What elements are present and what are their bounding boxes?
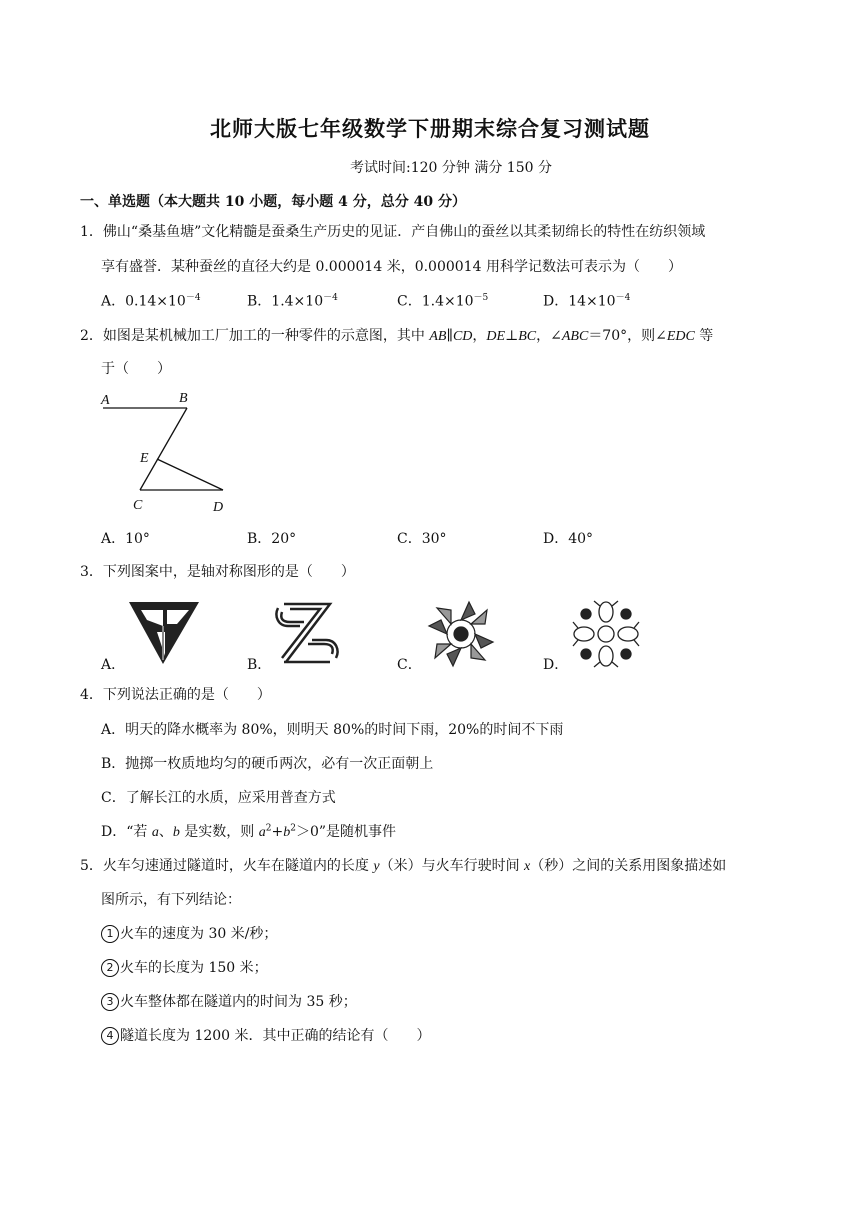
- triangle-logo-figure: [127, 600, 203, 666]
- q5-line2: 图所示，有下列结论：: [101, 892, 241, 908]
- label-d: D: [213, 500, 224, 515]
- q2-option-a[interactable]: A．10°: [101, 531, 150, 547]
- q1-option-a[interactable]: A．$0.14\times 10^{-4}$: [101, 293, 201, 310]
- label-a: A: [101, 393, 110, 408]
- section-heading: 一、单选题（本大题共 10 小题，每小题 4 分，总分 40 分）: [80, 194, 466, 210]
- q3-text: 3．下列图案中，是轴对称图形的是（ ）: [80, 564, 355, 580]
- q4-option-d[interactable]: D．“若 a、b 是实数，则 $a^2+b^2>0$”是随机事件: [101, 823, 397, 840]
- q3-option-d[interactable]: D．: [543, 657, 569, 673]
- q3-option-c[interactable]: C．: [397, 657, 422, 673]
- q5-item-3: 3 火车整体都在隧道内的时间为 35 秒；: [101, 991, 357, 1011]
- q2-line2: 于（ ）: [101, 361, 171, 377]
- q1-line1: 1．佛山“桑基鱼塘”文化精髓是蚕桑生产历史的见证．产自佛山的蚕丝以其柔韧绵长的特性在纺织领域: [80, 224, 706, 240]
- s-stripes-figure: [272, 600, 342, 666]
- flower-figure: [570, 598, 642, 670]
- q4-option-b[interactable]: B．抛掷一枚质地均匀的硬币两次，必有一次正面朝上: [101, 756, 434, 772]
- q5-item-2: 2 火车的长度为 150 米；: [101, 957, 268, 977]
- q2-option-b[interactable]: B．20°: [247, 531, 297, 547]
- q2-option-d[interactable]: D．40°: [543, 531, 594, 547]
- segment-bc: [140, 408, 187, 490]
- q1-option-b[interactable]: B．$1.4\times 10^{-4}$: [247, 293, 338, 310]
- q5-item-4: 4 隧道长度为 1200 米．其中正确的结论有（ ）: [101, 1025, 431, 1045]
- q4-option-c[interactable]: C．了解长江的水质，应采用普查方式: [101, 790, 336, 806]
- label-b: B: [179, 391, 188, 406]
- q4-option-a[interactable]: A．明天的降水概率为 80%，则明天 80%的时间下雨，20%的时间不下雨: [101, 722, 564, 738]
- q3-option-b[interactable]: B．: [247, 657, 272, 673]
- q5-item-1: 1 火车的速度为 30 米/秒；: [101, 923, 277, 943]
- label-e: E: [140, 451, 149, 466]
- q1-option-d[interactable]: D．$14\times 10^{-4}$: [543, 293, 631, 310]
- q1-option-c[interactable]: C．$1.4\times 10^{-5}$: [397, 293, 489, 310]
- segment-ed: [157, 459, 223, 490]
- pinwheel-figure: [425, 598, 497, 670]
- page-title: 北师大版七年级数学下册期末综合复习测试题: [210, 116, 650, 141]
- q4-text: 4．下列说法正确的是（ ）: [80, 687, 271, 703]
- q2-line1: 2．如图是某机械加工厂加工的一种零件的示意图，其中 AB∥CD，DE⊥BC，∠ABC＝70°，则∠EDC 等: [80, 328, 714, 344]
- q2-figure: [95, 386, 235, 516]
- q1-line2: 享有盛誉．某种蚕丝的直径大约是 0.000014 米，0.000014 用科学记数法可表示为（ ）: [101, 259, 682, 275]
- q2-option-c[interactable]: C．30°: [397, 531, 447, 547]
- q5-line1: 5．火车匀速通过隧道时，火车在隧道内的长度 y（米）与火车行驶时间 x（秒）之间的关系用图象描述如: [80, 858, 727, 874]
- exam-info: 考试时间:120 分钟 满分 150 分: [350, 160, 552, 176]
- label-c: C: [133, 498, 143, 513]
- q3-option-a[interactable]: A．: [101, 657, 126, 673]
